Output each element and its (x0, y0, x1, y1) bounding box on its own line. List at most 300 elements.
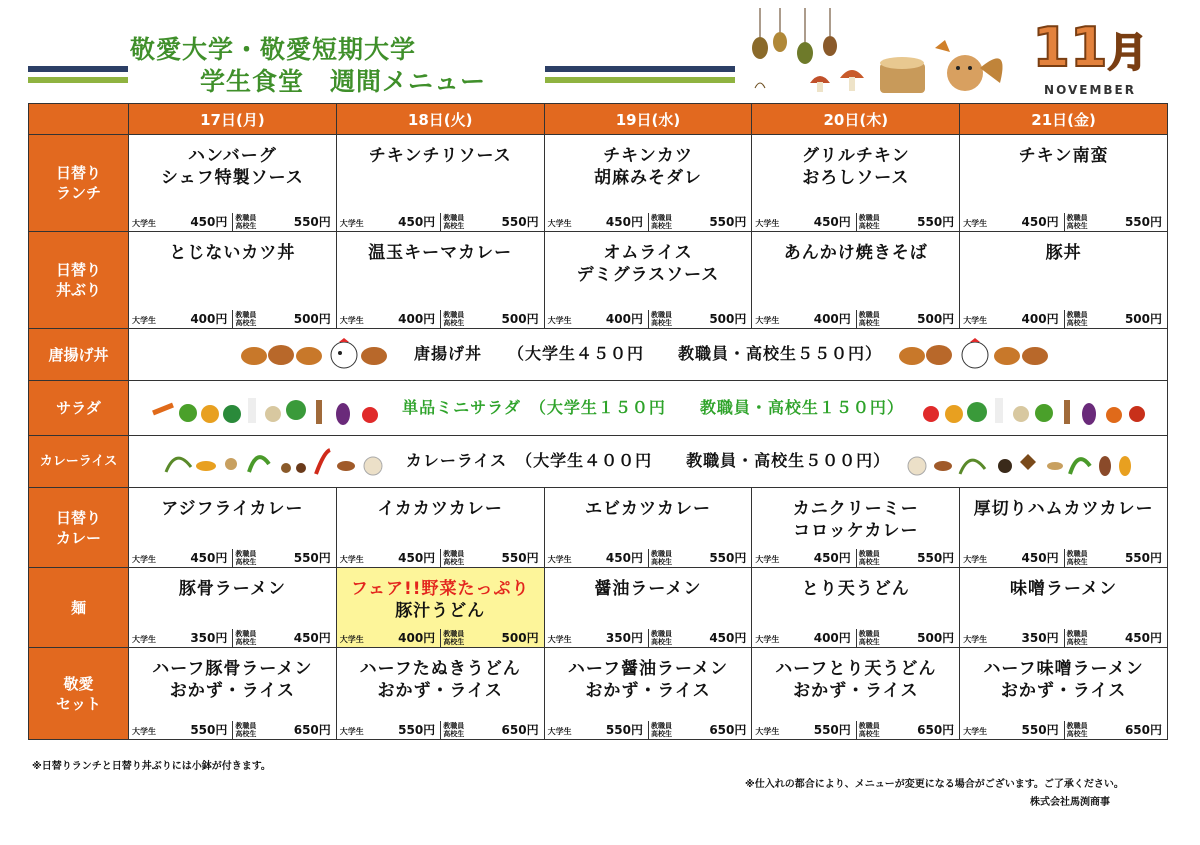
dish-line2: おかず・ライス (377, 681, 503, 701)
student-price (545, 213, 649, 231)
staff-label-line1: 教職員 (443, 630, 465, 638)
staff-price (440, 310, 543, 328)
student-price (337, 629, 441, 647)
dish-line1: ハーフ味噌ラーメン (983, 659, 1144, 679)
menu-cell (336, 568, 544, 648)
student-label: 大学生 (132, 727, 156, 736)
student-price (129, 721, 233, 739)
student-amount: 450円 (813, 215, 851, 229)
staff-label (651, 311, 672, 327)
menu-cell (544, 135, 752, 232)
row-label-set (29, 648, 129, 740)
student-price (337, 549, 441, 567)
staff-price (856, 721, 959, 739)
menu-table (28, 103, 1168, 740)
student-amount: 350円 (190, 631, 228, 645)
student-amount: 350円 (1021, 631, 1059, 645)
staff-price (440, 213, 543, 231)
menu-cell (129, 568, 337, 648)
day-header: 21日(金) (960, 104, 1168, 135)
dish-name (752, 488, 959, 542)
row-label-salad: サラダ (29, 381, 129, 436)
staff-label-line1: 教職員 (235, 214, 257, 222)
dish-line1: グリルチキン (801, 146, 910, 166)
dish-line1: 豚丼 (1045, 243, 1082, 263)
staff-amount: 650円 (709, 723, 747, 737)
dish-line1: 厚切りハムカツカレー (973, 499, 1154, 519)
menu-cell (129, 648, 337, 740)
staff-price (648, 549, 751, 567)
menu-cell (960, 648, 1168, 740)
day-header: 20日(木) (752, 104, 960, 135)
student-label: 大学生 (755, 635, 780, 644)
staff-amount: 550円 (917, 551, 955, 565)
staff-price (1064, 213, 1167, 231)
footnote-change: ※仕入れの都合により、メニューが変更になる場合がございます。ご了承ください。 (745, 779, 1124, 790)
price-row (337, 310, 544, 328)
dish-line1: フェア!!野菜たっぷり (350, 579, 530, 599)
dish-line1: とり天うどん (801, 579, 910, 599)
staff-label-line2: 高校生 (651, 730, 672, 738)
dish-line2: 豚汁うどん (395, 601, 486, 621)
student-amount: 450円 (605, 551, 643, 565)
menu-cell (752, 488, 960, 568)
student-label: 大学生 (339, 635, 364, 644)
staff-label-line2: 高校生 (235, 558, 257, 566)
student-price (960, 721, 1064, 739)
price-row (337, 549, 544, 567)
menu-cell (129, 488, 337, 568)
student-label: 大学生 (547, 219, 572, 228)
staff-amount: 550円 (293, 551, 331, 565)
student-amount: 400円 (813, 631, 851, 645)
day-header: 17日(月) (129, 104, 337, 135)
dish-name (545, 648, 752, 702)
menu-cell (960, 232, 1168, 329)
dish-line1: イカカツカレー (377, 499, 503, 519)
dish-name (752, 135, 959, 189)
price-row (129, 213, 336, 231)
student-amount: 400円 (813, 312, 851, 326)
month-english: NOVEMBER (1044, 83, 1136, 97)
autumn-illustration (740, 8, 1040, 103)
staff-label-line1: 教職員 (443, 550, 465, 558)
student-amount: 450円 (190, 215, 228, 229)
student-label: 大学生 (963, 555, 988, 564)
staff-amount: 500円 (917, 312, 955, 326)
dish-name (545, 488, 752, 520)
day-header: 18日(火) (336, 104, 544, 135)
menu-cell (336, 135, 544, 232)
dish-name (129, 232, 336, 264)
staff-amount: 550円 (709, 551, 747, 565)
staff-label-line1: 教職員 (443, 722, 465, 730)
footnote-kobachi: ※日替りランチと日替り丼ぶりには小鉢が付きます。 (32, 761, 271, 772)
dish-name (129, 135, 336, 189)
row-noodle (29, 568, 1168, 648)
dish-line1: エビカツカレー (584, 499, 711, 519)
row-curry (29, 488, 1168, 568)
menu-cell (336, 648, 544, 740)
staff-price (1064, 310, 1167, 328)
staff-label-line2: 高校生 (858, 319, 880, 327)
dish-line1: 醤油ラーメン (594, 579, 702, 599)
price-row (337, 721, 544, 739)
staff-label-line1: 教職員 (651, 722, 672, 730)
row-label-line1: 日替り (55, 164, 101, 182)
student-label: 大学生 (132, 316, 156, 325)
corner-cell (29, 104, 129, 135)
staff-label-line1: 教職員 (1066, 214, 1088, 222)
karaage-text: 唐揚げ丼 （大学生４５０円 教職員・高校生５５０円） (413, 344, 882, 363)
student-label: 大学生 (132, 635, 156, 644)
staff-amount: 500円 (917, 631, 955, 645)
staff-label-line2: 高校生 (443, 222, 465, 230)
row-lunch (29, 135, 1168, 232)
student-price (960, 549, 1064, 567)
dish-name (752, 232, 959, 264)
staff-price (856, 629, 959, 647)
staff-amount: 550円 (293, 215, 331, 229)
staff-label-line2: 高校生 (1066, 222, 1088, 230)
student-price (129, 629, 233, 647)
staff-label-line2: 高校生 (858, 638, 880, 646)
dish-name (752, 568, 959, 600)
price-row (545, 549, 752, 567)
staff-amount: 450円 (709, 631, 747, 645)
student-amount: 400円 (398, 312, 436, 326)
price-row (960, 549, 1167, 567)
dish-line1: ハーフとり天うどん (775, 659, 937, 679)
staff-price (648, 213, 751, 231)
price-row (129, 549, 336, 567)
student-amount: 550円 (190, 723, 228, 737)
month-kanji: 月 (1107, 30, 1148, 76)
day-header-row (29, 104, 1168, 135)
student-amount: 550円 (1021, 723, 1059, 737)
menu-cell (129, 135, 337, 232)
row-salad (29, 381, 1168, 436)
row-label-line1: 麺 (70, 598, 86, 617)
staff-price (856, 310, 959, 328)
dish-line1: ハーフ豚骨ラーメン (152, 659, 313, 679)
staff-label (859, 630, 880, 646)
day-header: 19日(水) (544, 104, 752, 135)
staff-price (440, 629, 543, 647)
staff-label-line1: 教職員 (1066, 550, 1088, 558)
price-row (545, 629, 752, 647)
staff-label-line2: 高校生 (651, 558, 672, 566)
staff-label-line1: 教職員 (651, 550, 672, 558)
staff-label-line2: 高校生 (651, 222, 672, 230)
row-donburi (29, 232, 1168, 329)
price-row (129, 310, 336, 328)
staff-label-line1: 教職員 (858, 630, 880, 638)
student-label: 大学生 (755, 727, 780, 736)
staff-label-line2: 高校生 (651, 638, 672, 646)
menu-cell (544, 568, 752, 648)
student-price (752, 310, 856, 328)
row-label-noodle (29, 568, 129, 648)
dish-name (129, 568, 336, 600)
student-amount: 450円 (398, 551, 436, 565)
dish-line2: おろしソース (802, 168, 910, 188)
staff-label-line2: 高校生 (1066, 558, 1088, 566)
student-label: 大学生 (963, 316, 988, 325)
row-curry-rice (29, 436, 1168, 488)
staff-price (856, 549, 959, 567)
staff-amount: 500円 (1124, 312, 1162, 326)
fried-chicken-icons-left (239, 338, 399, 372)
staff-amount: 550円 (1124, 215, 1162, 229)
student-label: 大学生 (339, 316, 364, 325)
title-line2: 学生食堂 週間メニュー (200, 67, 487, 96)
student-amount: 400円 (605, 312, 643, 326)
menu-cell (129, 232, 337, 329)
student-amount: 550円 (398, 723, 436, 737)
student-price (960, 213, 1064, 231)
staff-label-line2: 高校生 (443, 638, 465, 646)
menu-cell (544, 232, 752, 329)
price-row (752, 629, 959, 647)
price-row (129, 629, 336, 647)
staff-amount: 650円 (917, 723, 955, 737)
month-badge (1030, 18, 1150, 103)
staff-label (235, 722, 256, 738)
row-set (29, 648, 1168, 740)
student-label: 大学生 (963, 635, 988, 644)
staff-label-line1: 教職員 (858, 311, 880, 319)
price-row (337, 629, 544, 647)
spice-icons-left (161, 444, 391, 480)
staff-label-line2: 高校生 (235, 730, 257, 738)
student-amount: 550円 (605, 723, 643, 737)
row-karaage (29, 329, 1168, 381)
month-number: 11 (1032, 16, 1108, 79)
student-label: 大学生 (132, 555, 156, 564)
dish-line1: ハンバーグ (187, 146, 277, 166)
dish-name (337, 568, 544, 622)
menu-cell (752, 568, 960, 648)
student-label: 大学生 (963, 219, 988, 228)
row-label-line2: カレー (55, 528, 101, 547)
staff-label (235, 311, 256, 327)
staff-label-line2: 高校生 (858, 222, 880, 230)
staff-amount: 500円 (293, 312, 331, 326)
staff-label (1067, 630, 1088, 646)
price-row (960, 721, 1167, 739)
curry-rice-band (129, 436, 1168, 488)
price-row (960, 213, 1167, 231)
staff-label-line1: 教職員 (858, 550, 880, 558)
dish-line2: おかず・ライス (1000, 681, 1127, 701)
menu-cell (960, 568, 1168, 648)
student-price (545, 310, 649, 328)
row-label-line1: 敬愛 (63, 674, 94, 693)
dish-line1: 豚骨ラーメン (178, 579, 286, 599)
staff-price (1064, 629, 1167, 647)
price-row (545, 310, 752, 328)
staff-amount: 500円 (501, 312, 539, 326)
staff-price (1064, 549, 1167, 567)
right-stripes (545, 66, 735, 92)
student-amount: 350円 (605, 631, 643, 645)
price-row (752, 213, 959, 231)
student-label: 大学生 (963, 727, 988, 736)
staff-amount: 650円 (1124, 723, 1162, 737)
staff-label (443, 214, 464, 230)
staff-label (1067, 311, 1088, 327)
staff-price (232, 549, 335, 567)
dish-name (337, 232, 544, 264)
staff-label (1067, 214, 1088, 230)
staff-price (440, 549, 543, 567)
staff-label (651, 550, 672, 566)
menu-cell (336, 232, 544, 329)
student-label: 大学生 (547, 635, 572, 644)
menu-cell (960, 488, 1168, 568)
student-label: 大学生 (339, 555, 364, 564)
row-label-curry-rice: カレーライス (29, 436, 129, 488)
staff-price (232, 721, 335, 739)
student-price (129, 213, 233, 231)
staff-label-line2: 高校生 (443, 730, 465, 738)
dish-line1: 温玉キーマカレー (368, 243, 513, 263)
student-label: 大学生 (547, 727, 572, 736)
staff-price (648, 629, 751, 647)
price-row (545, 721, 752, 739)
dish-line1: あんかけ焼きそば (783, 243, 928, 263)
staff-label (1067, 722, 1088, 738)
student-amount: 450円 (398, 215, 436, 229)
student-amount: 400円 (190, 312, 228, 326)
staff-label-line2: 高校生 (235, 319, 257, 327)
menu-cell (752, 648, 960, 740)
student-amount: 400円 (1021, 312, 1059, 326)
student-label: 大学生 (339, 219, 364, 228)
student-label: 大学生 (755, 219, 780, 228)
staff-label-line1: 教職員 (651, 630, 672, 638)
dish-line1: チキンチリソース (368, 146, 512, 166)
vegetable-icons-left (148, 388, 388, 428)
dish-name (960, 648, 1167, 702)
staff-label-line2: 高校生 (858, 730, 880, 738)
student-amount: 450円 (813, 551, 851, 565)
dish-line2: コロッケカレー (793, 521, 919, 541)
price-row (752, 721, 959, 739)
row-label-lunch (29, 135, 129, 232)
spice-icons-right (905, 444, 1135, 480)
staff-label-line2: 高校生 (1066, 638, 1088, 646)
staff-price (440, 721, 543, 739)
staff-label (1067, 550, 1088, 566)
dish-line1: チキン南蛮 (1018, 146, 1109, 166)
menu-cell (752, 135, 960, 232)
price-row (752, 310, 959, 328)
student-price (752, 213, 856, 231)
staff-label-line2: 高校生 (443, 319, 465, 327)
staff-label (443, 550, 464, 566)
staff-label-line1: 教職員 (443, 214, 465, 222)
price-row (960, 629, 1167, 647)
student-price (752, 629, 856, 647)
student-label: 大学生 (339, 727, 364, 736)
menu-cell (336, 488, 544, 568)
student-label: 大学生 (547, 316, 572, 325)
dish-line1: ハーフ醤油ラーメン (567, 659, 729, 679)
staff-label (859, 550, 880, 566)
student-price (337, 310, 441, 328)
row-label-line1: 日替り (55, 261, 101, 279)
price-row (129, 721, 336, 739)
staff-amount: 550円 (501, 215, 539, 229)
staff-label-line2: 高校生 (1066, 319, 1088, 327)
staff-label-line1: 教職員 (858, 722, 880, 730)
student-label: 大学生 (547, 555, 572, 564)
row-label-line1: 日替り (55, 508, 101, 527)
dish-name (545, 135, 752, 189)
dish-line2: デミグラスソース (576, 265, 720, 285)
dish-name (960, 232, 1167, 264)
staff-label-line1: 教職員 (443, 311, 465, 319)
dish-name (960, 488, 1167, 520)
student-amount: 550円 (813, 723, 851, 737)
dish-line1: ハーフたぬきうどん (359, 659, 521, 679)
student-label: 大学生 (132, 219, 156, 228)
staff-price (232, 310, 335, 328)
header (0, 0, 1200, 105)
dish-name (752, 648, 959, 702)
staff-label (443, 311, 464, 327)
price-row (337, 213, 544, 231)
student-amount: 450円 (190, 551, 228, 565)
staff-amount: 500円 (709, 312, 747, 326)
row-label-line2: 丼ぶり (55, 281, 101, 299)
staff-label-line2: 高校生 (443, 558, 465, 566)
staff-label (651, 722, 672, 738)
staff-label-line1: 教職員 (1066, 722, 1088, 730)
row-label-curry (29, 488, 129, 568)
student-price (129, 310, 233, 328)
student-price (545, 629, 649, 647)
staff-amount: 450円 (1124, 631, 1162, 645)
staff-price (1064, 721, 1167, 739)
staff-amount: 550円 (709, 215, 747, 229)
dish-line1: 味噌ラーメン (1010, 579, 1118, 599)
row-label-line2: セット (55, 694, 101, 713)
staff-label-line2: 高校生 (1066, 730, 1088, 738)
row-label-donburi (29, 232, 129, 329)
row-label-line2: ランチ (55, 184, 101, 202)
staff-price (648, 721, 751, 739)
dish-line2: 胡麻みそダレ (593, 168, 702, 188)
staff-label-line2: 高校生 (235, 638, 257, 646)
menu-cell (544, 648, 752, 740)
student-price (545, 721, 649, 739)
dish-line2: おかず・ライス (169, 681, 296, 701)
menu-cell (752, 232, 960, 329)
dish-line1: オムライス (603, 243, 693, 263)
staff-amount: 500円 (501, 631, 539, 645)
dish-name (960, 568, 1167, 600)
staff-label-line1: 教職員 (235, 630, 257, 638)
staff-amount: 650円 (293, 723, 331, 737)
student-price (960, 629, 1064, 647)
staff-label-line1: 教職員 (1066, 311, 1088, 319)
staff-price (232, 629, 335, 647)
staff-amount: 550円 (1124, 551, 1162, 565)
student-label: 大学生 (755, 316, 780, 325)
